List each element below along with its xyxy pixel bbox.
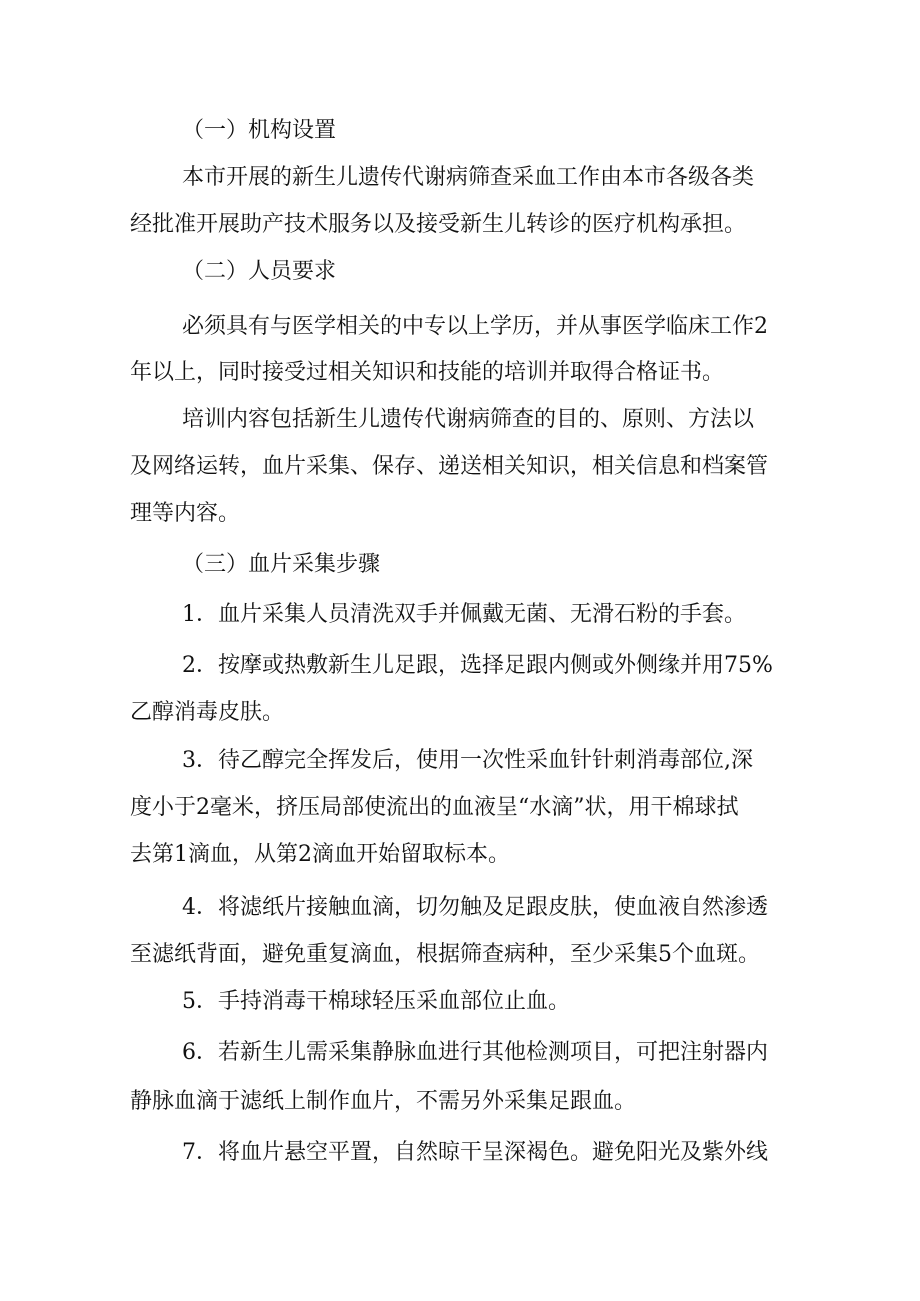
paragraph-line: 必须具有与医学相关的中专以上学历，并从事医学临床工作2 xyxy=(182,314,768,339)
step-line: 4．将滤纸片接触血滴，切勿触及足跟皮肤，使血液自然渗透 xyxy=(182,895,768,920)
step-line: 至滤纸背面，避免重复滴血，根据筛查病种，至少采集5个血斑。 xyxy=(130,942,760,967)
section-heading-personnel: （二）人员要求 xyxy=(182,259,337,284)
step-line: 乙醇消毒皮肤。 xyxy=(130,700,285,725)
paragraph-line: 经批准开展助产技术服务以及接受新生儿转诊的医疗机构承担。 xyxy=(130,212,747,237)
step-line: 6．若新生儿需采集静脉血进行其他检测项目，可把注射器内 xyxy=(182,1040,768,1065)
step-line: 去第1滴血，从第2滴血开始留取标本。 xyxy=(130,842,510,867)
step-line: 7．将血片悬空平置，自然晾干呈深褐色。避免阳光及紫外线 xyxy=(182,1140,768,1165)
step-line: 静脉血滴于滤纸上制作血片，不需另外采集足跟血。 xyxy=(130,1089,637,1114)
step-line: 5．手持消毒干棉球轻压采血部位止血。 xyxy=(182,989,570,1014)
paragraph-line: 培训内容包括新生儿遗传代谢病筛查的目的、原则、方法以 xyxy=(182,407,755,432)
section-heading-organization: （一）机构设置 xyxy=(182,118,337,143)
paragraph-line: 理等内容。 xyxy=(130,501,241,526)
paragraph-line: 及网络运转，血片采集、保存、递送相关知识，相关信息和档案管 xyxy=(130,454,769,479)
step-line: 1．血片采集人员清洗双手并佩戴无菌、无滑石粉的手套。 xyxy=(182,602,746,627)
step-line: 3．待乙醇完全挥发后，使用一次性采血针针刺消毒部位,深 xyxy=(182,748,753,773)
paragraph-line: 本市开展的新生儿遗传代谢病筛查采血工作由本市各级各类 xyxy=(182,165,755,190)
step-line: 度小于2毫米，挤压局部使流出的血液呈“水滴”状，用干棉球拭 xyxy=(130,795,739,820)
paragraph-line: 年以上，同时接受过相关知识和技能的培训并取得合格证书。 xyxy=(130,360,725,385)
step-line: 2．按摩或热敷新生儿足跟，选择足跟内侧或外侧缘并用75% xyxy=(182,653,773,678)
section-heading-collection-steps: （三）血片采集步骤 xyxy=(182,552,381,577)
